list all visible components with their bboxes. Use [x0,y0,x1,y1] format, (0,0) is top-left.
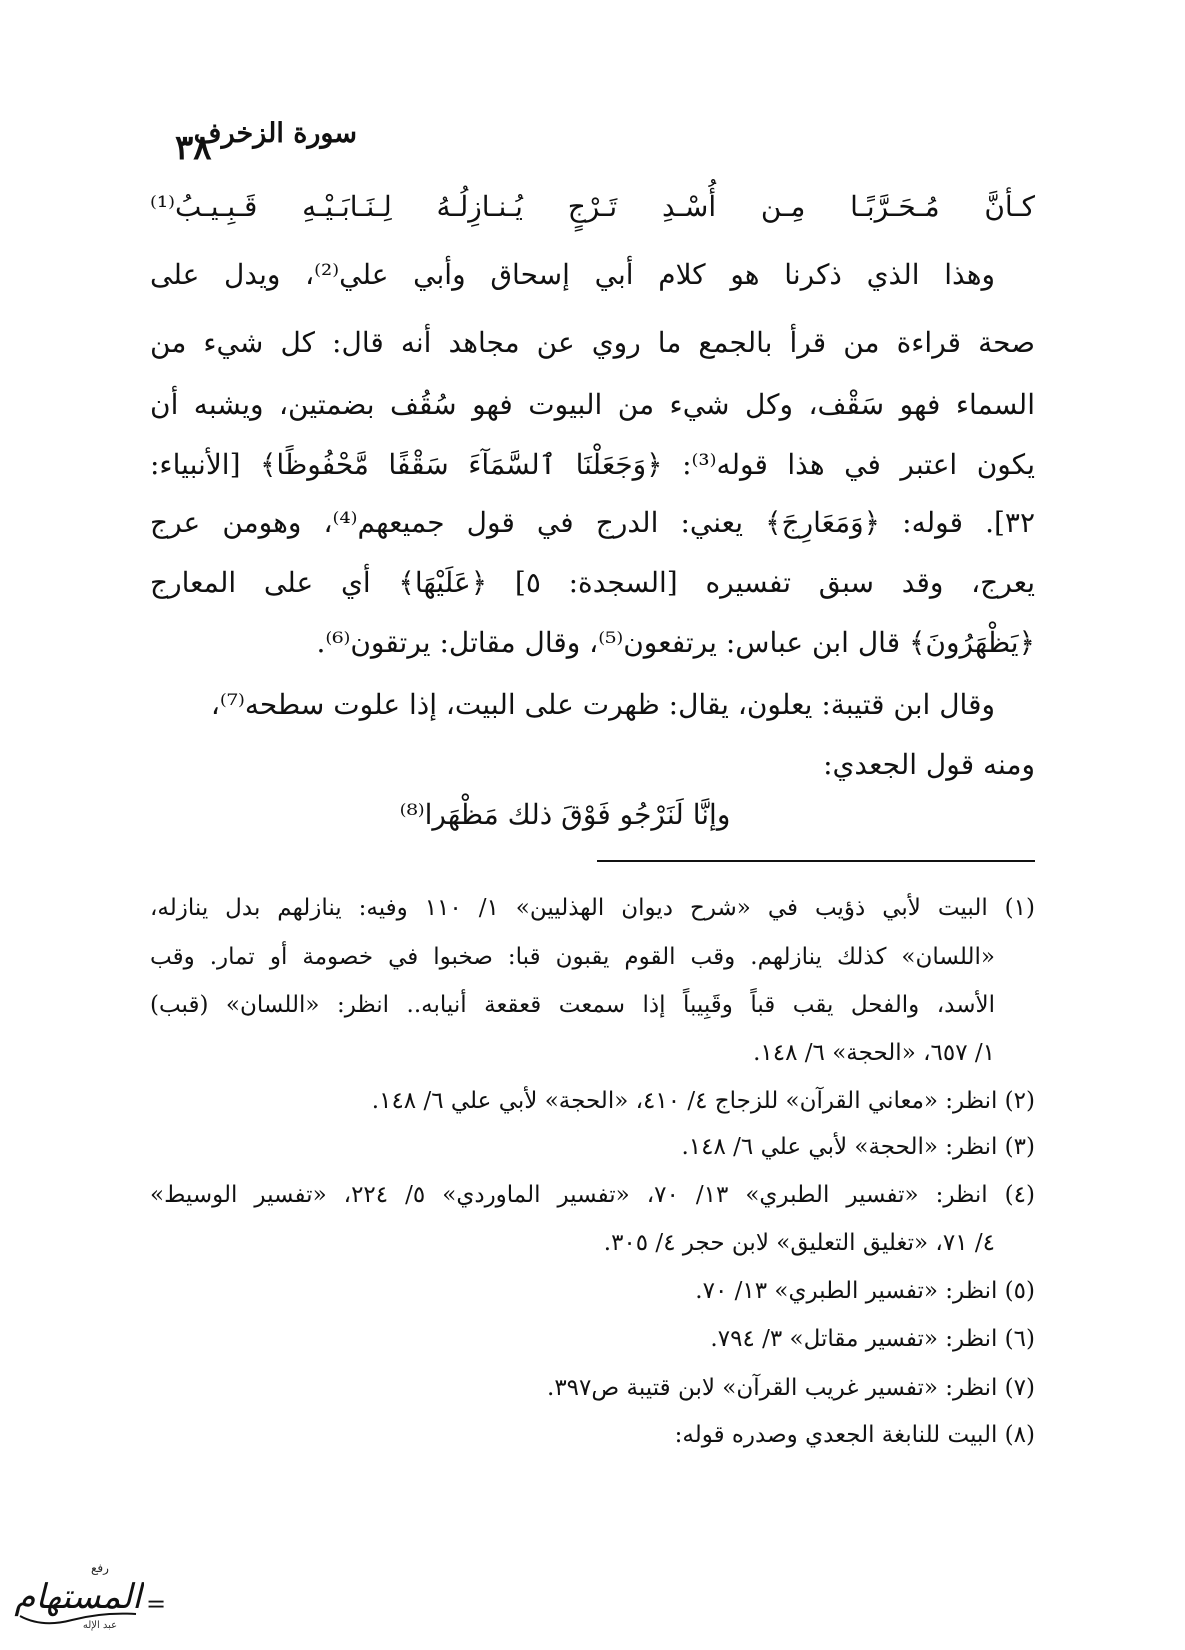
paragraph-line: وهذا الذي ذكرنا هو كلام أبي إسحاق وأبي علي⁽²⁾، ويدل على [150,258,995,291]
footnote-line: (٧) انظر: «تفسير غريب القرآن» لابن قتيبة ص٣٩٧. [547,1375,1035,1401]
logo-main-text: المستهام [14,1577,142,1617]
footnote-divider [597,860,1035,862]
paragraph-line: يعرج، وقد سبق تفسيره [السجدة: ٥] ﴿عَلَيْهَا﴾ أي على المعارج [150,566,1036,599]
footnote-line: (٦) انظر: «تفسير مقاتل» ٣/ ٧٩٤. [710,1326,1035,1352]
footnote-line: (٣) انظر: «الحجة» لأبي علي ٦/ ١٤٨. [681,1134,1035,1160]
page-number: ٣٨ [175,128,212,168]
footnote-line: (٥) انظر: «تفسير الطبري» ١٣/ ٧٠. [695,1278,1035,1304]
verse-line: وإنَّا لَنَرْجُو فَوْقَ ذلك مَظْهَرا⁽⁸⁾ [399,798,731,831]
logo-small-sub: عبد الإله [82,1620,118,1631]
paragraph-line: وقال ابن قتيبة: يعلون، يقال: ظهرت على البيت، إذا علوت سطحه⁽⁷⁾، [210,688,995,721]
footnote-line: (١) البيت لأبي ذؤيب في «شرح ديوان الهذليين» ١/ ١١٠ وفيه: ينازلهم بدل ينازله، [150,895,1035,921]
calligraphy-logo [12,1558,144,1636]
paragraph-line: ومنه قول الجعدي: [823,748,1035,781]
footnote-line: (٨) البيت للنابغة الجعدي وصدره قوله: [674,1422,1035,1448]
paragraph-line: السماء فهو سَقْف، وكل شيء من البيوت فهو سُقُف بضمتين، ويشبه أن [150,388,1035,421]
paragraph-line: يكون اعتبر في هذا قوله⁽³⁾: ﴿وَجَعَلْنَا ٱلسَّمَآءَ سَقْفًا مَّحْفُوظًا﴾ [الأنبياء: [150,448,1036,481]
footnote-line: ٤/ ٧١، «تغليق التعليق» لابن حجر ٤/ ٣٠٥. [603,1230,995,1256]
paragraph-line: صحة قراءة من قرأ بالجمع ما روي عن مجاهد أنه قال: كل شيء من [150,326,1035,359]
verse-line: كـأنَّ مُـحَـرَّبًـا مِـن أُسْـدِ تَـرْجٍ يُـنـازِلُـهُ لِـنَـابَـيْـهِ قَـبِـيـبُ⁽¹⁾ [150,190,1035,223]
continuation-mark: = [146,1590,167,1618]
logo-small-top: رفع [91,1561,109,1575]
footnote-line: (٤) انظر: «تفسير الطبري» ١٣/ ٧٠، «تفسير الماوردي» ٥/ ٢٢٤، «تفسير الوسيط» [150,1182,1035,1208]
footnote-line: ١/ ٦٥٧، «الحجة» ٦/ ١٤٨. [753,1040,995,1066]
paragraph-line: ٣٢]. قوله: ﴿وَمَعَارِجَ﴾ يعني: الدرج في قول جميعهم⁽⁴⁾، وهومن عرج [150,506,1035,539]
footnote-line: «اللسان» كذلك ينازلهم. وقب القوم يقبون قبا: صخبوا في خصومة أو تمار. وقب [150,944,995,970]
paragraph-line: ﴿يَظْهَرُونَ﴾ قال ابن عباس: يرتفعون⁽⁵⁾، وقال مقاتل: يرتقون⁽⁶⁾. [316,626,1035,659]
footnote-line: (٢) انظر: «معاني القرآن» للزجاج ٤/ ٤١٠، «الحجة» لأبي علي ٦/ ١٤٨. [371,1088,1035,1114]
footnote-line: الأسد، والفحل يقب قباً وقَبِيباً إذا سمعت قعقعة أنيابه.. انظر: «اللسان» (قبب) [150,992,995,1018]
surah-title: سورة الزخرف [193,118,357,149]
